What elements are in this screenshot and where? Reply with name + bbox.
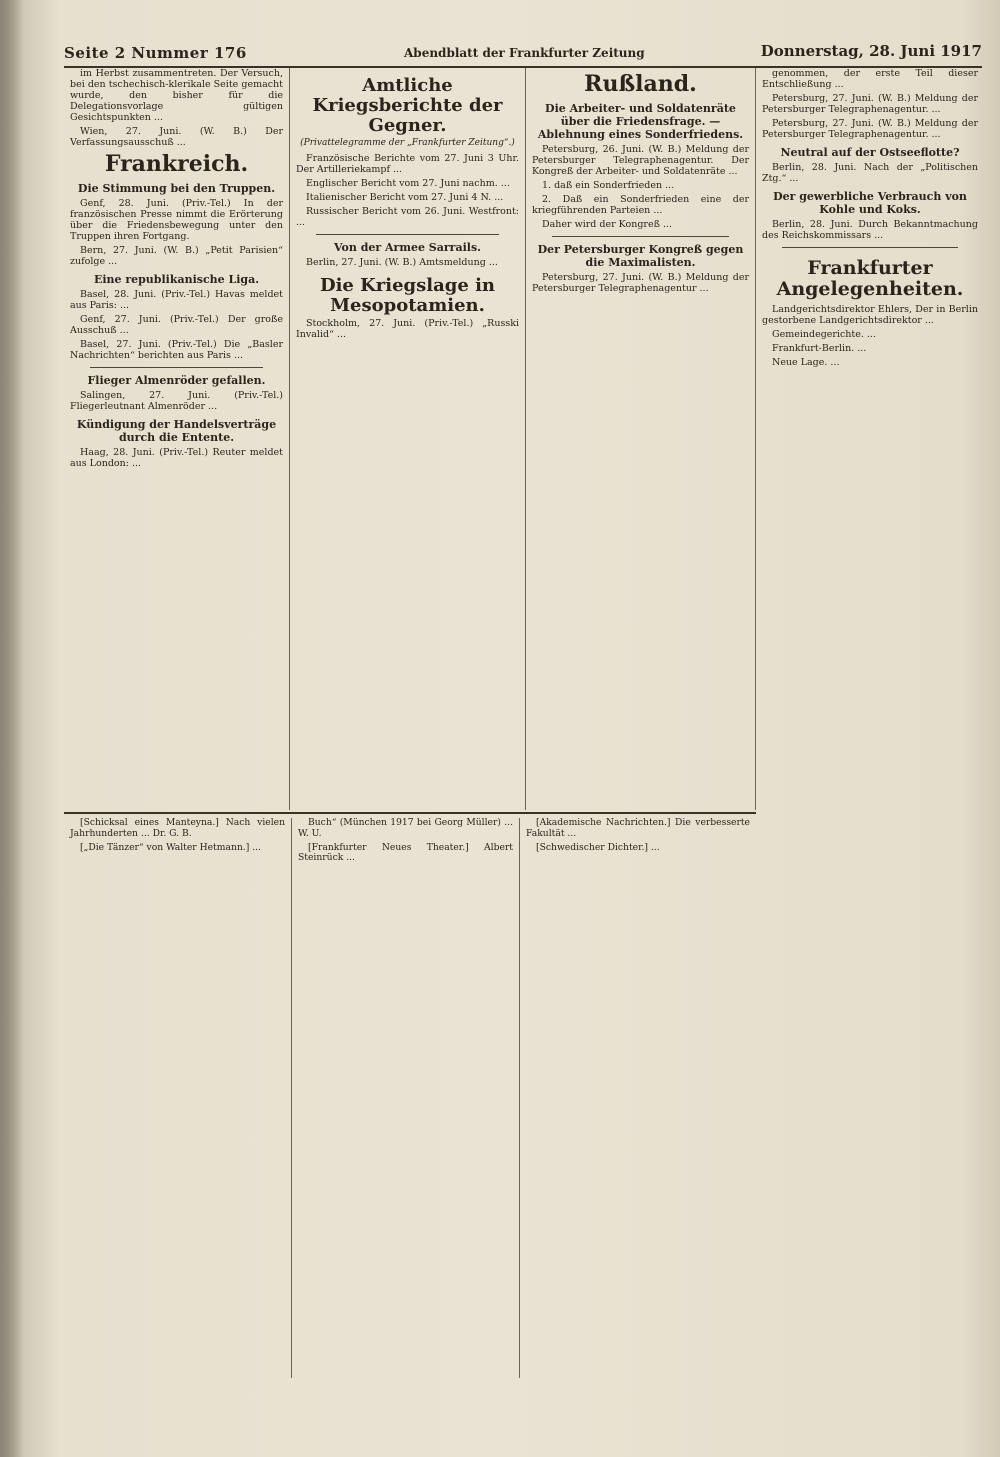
article-text: Petersburg, 27. Juni. (W. B.) Meldung der Petersburger Telegraphenagentur. ... [762, 93, 978, 115]
article-text: Landgerichtsdirektor Ehlers, Der in Berlin gestorbene Landgerichtsdirektor ... [762, 304, 978, 326]
article-subheading: Eine republikanische Liga. [93, 273, 260, 286]
article-text: Berlin, 27. Juni. (W. B.) Amtsmeldung ... [306, 257, 498, 268]
article-text: Frankfurt-Berlin. ... [772, 343, 867, 354]
article-text: Petersburg, 26. Juni. (W. B.) Meldung der Petersburger Telegraphenagentur. Der Kongreß der Arbeiter- und Soldatenräte ... [532, 144, 749, 177]
divider [782, 247, 958, 248]
article-text: [„Die Tänzer“ von Walter Hetmann.] ... [80, 841, 261, 853]
article-text: Petersburg, 27. Juni. (W. B.) Meldung der Petersburger Telegraphenagentur ... [532, 272, 749, 294]
article-text: im Herbst zusammentreten. Der Versuch, bei den tschechisch-klerikale Seite gemacht wurde, den bisher für die Delegationsvorlage gültigen Gesichtspunkten ... [70, 68, 283, 123]
article-text: [Akademische Nachrichten.] Die verbesserte Fakultät ... [526, 818, 750, 839]
article-text: Französische Berichte vom 27. Juni 3 Uhr. Der Artilleriekampf ... [296, 153, 519, 175]
article-heading: Der Petersburger Kongreß gegen die Maximalisten. [537, 243, 744, 269]
article-text: Basel, 28. Juni. (Priv.-Tel.) Havas meldet aus Paris: ... [70, 289, 283, 311]
column-4 [756, 68, 984, 1378]
article-text: [Frankfurter Neues Theater.] Albert Steinrück ... [298, 841, 513, 864]
article-text: Haag, 28. Juni. (Priv.-Tel.) Reuter meldet aus London: ... [70, 447, 283, 469]
feuilleton-column-2 [292, 818, 520, 1378]
divider [552, 236, 729, 237]
article-text: Neue Lage. ... [772, 357, 840, 368]
article-text: Bern, 27. Juni. (W. B.) „Petit Parisien“ zufolge ... [70, 245, 283, 267]
article-text: Genf, 28. Juni. (Priv.-Tel.) In der französischen Presse nimmt die Erörterung über die Friedensbewegung unter den Truppen ihren Fortgang. [70, 198, 283, 242]
article-heading: Kündigung der Handelsverträge durch die Entente. [76, 418, 277, 444]
article-text: Berlin, 28. Juni. Durch Bekanntmachung des Reichskommissars ... [762, 219, 978, 241]
article-heading: Amtliche Kriegsberichte der Gegner. [312, 75, 503, 136]
article-heading: Der gewerbliche Verbrauch von Kohle und Koks. [773, 190, 967, 216]
article-text: Berlin, 28. Juni. Nach der „Politischen Ztg.“ ... [762, 162, 978, 184]
article-text: Daher wird der Kongreß ... [542, 219, 673, 230]
feuilleton-column-1 [64, 818, 292, 1378]
article-subheading: Die Stimmung bei den Truppen. [77, 182, 276, 195]
masthead [64, 40, 982, 68]
section-heading: Frankfurter Angelegenheiten. [776, 257, 964, 300]
article-heading: Von der Armee Sarrails. [334, 241, 481, 254]
newspaper-title: Abendblatt der Frankfurter Zeitung [404, 46, 645, 60]
column-1 [64, 68, 290, 810]
feuilleton-column-3 [520, 818, 756, 1378]
article-text: Petersburg, 27. Juni. (W. B.) Meldung der Petersburger Telegraphenagentur. ... [762, 118, 978, 140]
article-text: 2. Daß ein Sonderfrieden eine der kriegführenden Parteien ... [532, 194, 749, 216]
section-heading: Frankreich. [104, 151, 249, 177]
article-text: [Schwedischer Dichter.] ... [536, 841, 660, 853]
section-heading: Rußland. [584, 71, 697, 97]
page-edge-shadow [0, 0, 24, 1457]
divider [90, 367, 263, 368]
article-heading: Neutral auf der Ostseeflotte? [780, 146, 960, 159]
article-subheading: (Privattelegramme der „Frankfurter Zeitung“.) [300, 138, 515, 148]
article-text: Gemeindegerichte. ... [772, 329, 876, 340]
article-text: Stockholm, 27. Juni. (Priv.-Tel.) „Russki Invalid“ ... [296, 318, 519, 340]
article-text: Russischer Bericht vom 26. Juni. Westfront: ... [296, 206, 519, 228]
article-text: Buch“ (München 1917 bei Georg Müller) ... W. U. [298, 818, 513, 839]
feuilleton-divider [64, 812, 756, 814]
article-text: Italienischer Bericht vom 27. Juni 4 N. ... [306, 192, 504, 203]
article-text: Salingen, 27. Juni. (Priv.-Tel.) Fliegerleutnant Almenröder ... [70, 390, 283, 412]
column-2 [290, 68, 526, 810]
article-heading: Flieger Almenröder gefallen. [87, 374, 266, 387]
article-text: Genf, 27. Juni. (Priv.-Tel.) Der große Ausschuß ... [70, 314, 283, 336]
article-text: [Schicksal eines Manteyna.] Nach vielen Jahrhunderten ... Dr. G. B. [70, 818, 285, 839]
article-heading: Die Kriegslage in Mesopotamien. [319, 275, 496, 316]
article-text: Basel, 27. Juni. (Priv.-Tel.) Die „Basler Nachrichten“ berichten aus Paris ... [70, 339, 283, 361]
column-3 [526, 68, 756, 810]
page-number: Seite 2 Nummer 176 [64, 44, 247, 62]
article-text: genommen, der erste Teil dieser Entschließung ... [762, 68, 978, 90]
article-text: 1. daß ein Sonderfrieden ... [542, 180, 675, 191]
article-text: Wien, 27. Juni. (W. B.) Der Verfassungsausschuß ... [70, 126, 283, 148]
issue-date: Donnerstag, 28. Juni 1917 [760, 42, 982, 60]
divider [316, 234, 499, 235]
article-text: Englischer Bericht vom 27. Juni nachm. ... [306, 178, 510, 189]
article-subheading: Die Arbeiter- und Soldatenräte über die Friedensfrage. — Ablehnung eines Sonderfriedens. [537, 102, 744, 141]
